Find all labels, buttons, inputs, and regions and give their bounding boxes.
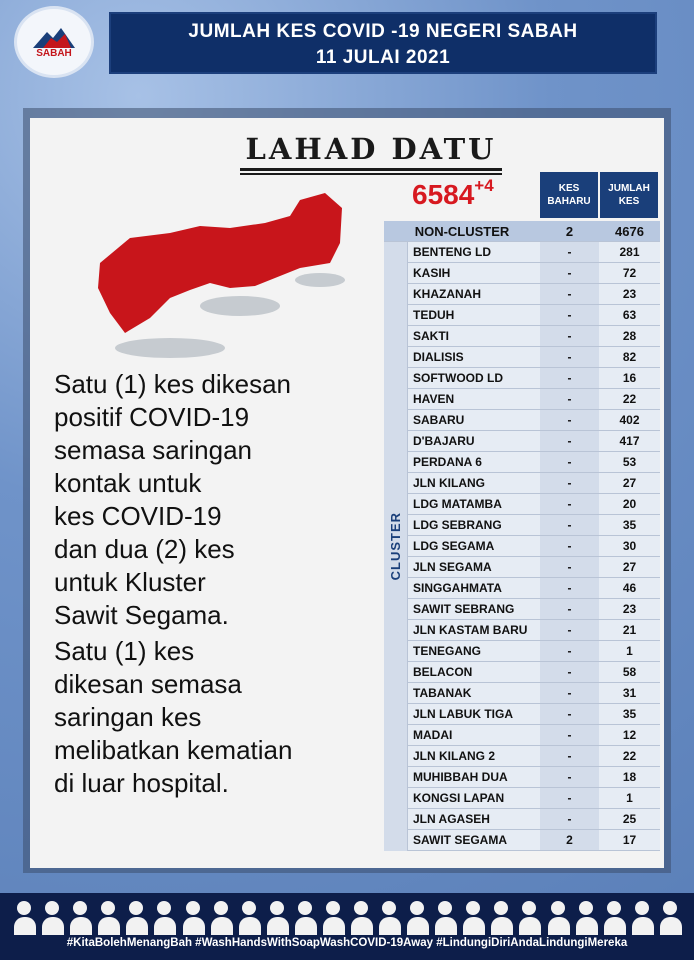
total-cases xyxy=(412,176,494,211)
person-icon xyxy=(70,901,90,935)
desc-line: dikesan semasa xyxy=(54,669,242,699)
row-kes-baharu: - xyxy=(540,725,599,745)
row-jumlah-kes: 12 xyxy=(599,725,660,745)
desc-line: saringan kes xyxy=(54,702,202,732)
row-name: SAWIT SEBRANG xyxy=(408,599,540,619)
table-row xyxy=(408,536,660,557)
row-jumlah-kes: 58 xyxy=(599,662,660,682)
row-name: JLN SEGAMA xyxy=(408,557,540,577)
person-icon xyxy=(491,901,511,935)
row-kes-baharu: - xyxy=(540,599,599,619)
desc-line: melibatkan kematian xyxy=(54,735,293,765)
person-icon xyxy=(154,901,174,935)
person-icon xyxy=(660,901,680,935)
row-name: JLN KASTAM BARU xyxy=(408,620,540,640)
row-kes-baharu: - xyxy=(540,704,599,724)
table-row xyxy=(408,704,660,725)
row-kes-baharu: - xyxy=(540,473,599,493)
row-name: BELACON xyxy=(408,662,540,682)
row-name: SABARU xyxy=(408,410,540,430)
row-kes-baharu: 2 xyxy=(540,830,599,850)
person-icon xyxy=(126,901,146,935)
person-icon xyxy=(351,901,371,935)
row-jumlah-kes: 31 xyxy=(599,683,660,703)
desc-line: Satu (1) kes xyxy=(54,636,195,666)
cluster-label-text: CLUSTER xyxy=(388,512,403,581)
person-icon xyxy=(548,901,568,935)
table-row xyxy=(408,305,660,326)
row-jumlah-kes: 46 xyxy=(599,578,660,598)
row-name: TABANAK xyxy=(408,683,540,703)
row-kes-baharu: - xyxy=(540,242,599,262)
row-kes-baharu: 2 xyxy=(540,221,599,241)
row-name: MADAI xyxy=(408,725,540,745)
row-jumlah-kes: 20 xyxy=(599,494,660,514)
row-name: D'BAJARU xyxy=(408,431,540,451)
row-kes-baharu: - xyxy=(540,746,599,766)
row-jumlah-kes: 27 xyxy=(599,557,660,577)
row-kes-baharu: - xyxy=(540,452,599,472)
table-row xyxy=(408,452,660,473)
person-icon xyxy=(632,901,652,935)
person-icon xyxy=(576,901,596,935)
row-jumlah-kes: 417 xyxy=(599,431,660,451)
person-icon xyxy=(463,901,483,935)
row-jumlah-kes: 4676 xyxy=(599,221,660,241)
row-jumlah-kes: 27 xyxy=(599,473,660,493)
row-kes-baharu: - xyxy=(540,557,599,577)
table-row xyxy=(408,578,660,599)
row-jumlah-kes: 22 xyxy=(599,746,660,766)
person-icon xyxy=(379,901,399,935)
column-header-text: JUMLAH xyxy=(608,183,650,194)
row-jumlah-kes: 30 xyxy=(599,536,660,556)
table-row xyxy=(408,326,660,347)
table-row xyxy=(408,410,660,431)
person-icon xyxy=(295,901,315,935)
row-kes-baharu: - xyxy=(540,767,599,787)
footer-banner xyxy=(0,893,694,960)
table-row xyxy=(408,767,660,788)
row-name: KHAZANAH xyxy=(408,284,540,304)
person-icon xyxy=(323,901,343,935)
row-jumlah-kes: 22 xyxy=(599,389,660,409)
table-row xyxy=(408,368,660,389)
table-row xyxy=(408,788,660,809)
description-paragraph-2 xyxy=(54,635,394,800)
row-name: KASIH xyxy=(408,263,540,283)
row-jumlah-kes: 72 xyxy=(599,263,660,283)
row-kes-baharu: - xyxy=(540,494,599,514)
table-row xyxy=(408,830,660,851)
table-row xyxy=(408,431,660,452)
row-kes-baharu: - xyxy=(540,536,599,556)
row-jumlah-kes: 35 xyxy=(599,515,660,535)
row-name: JLN KILANG 2 xyxy=(408,746,540,766)
row-jumlah-kes: 18 xyxy=(599,767,660,787)
description-paragraph-1 xyxy=(54,368,394,632)
row-name: TEDUH xyxy=(408,305,540,325)
row-name: NON-CLUSTER xyxy=(384,221,540,241)
table-row xyxy=(408,683,660,704)
row-jumlah-kes: 23 xyxy=(599,599,660,619)
column-header-text: KES xyxy=(558,183,580,194)
row-name: BENTENG LD xyxy=(408,242,540,262)
desc-line: kes COVID-19 xyxy=(54,501,222,531)
person-icon xyxy=(211,901,231,935)
row-kes-baharu: - xyxy=(540,263,599,283)
total-new: +4 xyxy=(474,176,494,195)
desc-line: dan dua (2) kes xyxy=(54,534,235,564)
person-icon xyxy=(183,901,203,935)
desc-line: Satu (1) kes dikesan xyxy=(54,369,292,399)
row-kes-baharu: - xyxy=(540,683,599,703)
row-name: HAVEN xyxy=(408,389,540,409)
row-jumlah-kes: 53 xyxy=(599,452,660,472)
row-name: TENEGANG xyxy=(408,641,540,661)
table-row xyxy=(408,389,660,410)
total-value: 6584 xyxy=(412,179,475,210)
row-name: MUHIBBAH DUA xyxy=(408,767,540,787)
row-name: SAKTI xyxy=(408,326,540,346)
row-jumlah-kes: 281 xyxy=(599,242,660,262)
row-jumlah-kes: 63 xyxy=(599,305,660,325)
district-map xyxy=(90,188,350,368)
mountain-icon xyxy=(31,26,77,50)
footer-hashtags: #KitaBolehMenangBah #WashHandsWithSoapWashCOVID-19Away #LindungiDiriAndaLindungiMereka xyxy=(66,937,628,949)
row-name: PERDANA 6 xyxy=(408,452,540,472)
row-kes-baharu: - xyxy=(540,578,599,598)
row-jumlah-kes: 21 xyxy=(599,620,660,640)
main-panel xyxy=(30,118,664,868)
person-icon xyxy=(98,901,118,935)
row-name: JLN KILANG xyxy=(408,473,540,493)
row-name: LDG MATAMBA xyxy=(408,494,540,514)
row-name: LDG SEBRANG xyxy=(408,515,540,535)
table-row xyxy=(408,620,660,641)
row-kes-baharu: - xyxy=(540,620,599,640)
row-jumlah-kes: 23 xyxy=(599,284,660,304)
logo-text: SABAH xyxy=(36,47,72,59)
row-name: SOFTWOOD LD xyxy=(408,368,540,388)
column-header-text: BAHARU xyxy=(547,196,591,207)
table-row xyxy=(408,263,660,284)
desc-line: positif COVID-19 xyxy=(54,402,250,432)
header-date: 11 JULAI 2021 xyxy=(315,47,451,68)
row-kes-baharu: - xyxy=(540,662,599,682)
row-kes-baharu: - xyxy=(540,326,599,346)
person-icon xyxy=(435,901,455,935)
row-jumlah-kes: 1 xyxy=(599,641,660,661)
row-kes-baharu: - xyxy=(540,389,599,409)
person-icon xyxy=(267,901,287,935)
table-row xyxy=(408,557,660,578)
row-jumlah-kes: 16 xyxy=(599,368,660,388)
table-row xyxy=(408,242,660,263)
table-row xyxy=(408,473,660,494)
row-jumlah-kes: 35 xyxy=(599,704,660,724)
table-row xyxy=(408,284,660,305)
row-name: JLN LABUK TIGA xyxy=(408,704,540,724)
row-jumlah-kes: 1 xyxy=(599,788,660,808)
person-icon xyxy=(407,901,427,935)
row-name: DIALISIS xyxy=(408,347,540,367)
person-icon xyxy=(42,901,62,935)
frontliners-strip xyxy=(10,897,684,935)
column-header-text: KES xyxy=(618,196,640,207)
person-icon xyxy=(519,901,539,935)
person-icon xyxy=(239,901,259,935)
row-name: SAWIT SEGAMA xyxy=(408,830,540,850)
row-kes-baharu: - xyxy=(540,641,599,661)
table-row xyxy=(408,725,660,746)
row-name: KONGSI LAPAN xyxy=(408,788,540,808)
row-kes-baharu: - xyxy=(540,347,599,367)
column-header-jumlah-kes xyxy=(600,172,658,218)
row-kes-baharu: - xyxy=(540,410,599,430)
row-kes-baharu: - xyxy=(540,368,599,388)
cluster-section xyxy=(384,242,660,851)
cases-table xyxy=(384,221,660,851)
table-row xyxy=(408,515,660,536)
desc-line: semasa saringan xyxy=(54,435,252,465)
table-row-non-cluster xyxy=(384,221,660,242)
row-name: SINGGAHMATA xyxy=(408,578,540,598)
table-row xyxy=(408,641,660,662)
row-jumlah-kes: 25 xyxy=(599,809,660,829)
cluster-label xyxy=(384,242,408,851)
page-header xyxy=(109,12,657,74)
person-icon xyxy=(14,901,34,935)
table-row xyxy=(408,662,660,683)
person-icon xyxy=(604,901,624,935)
row-name: JLN AGASEH xyxy=(408,809,540,829)
row-jumlah-kes: 17 xyxy=(599,830,660,850)
row-kes-baharu: - xyxy=(540,431,599,451)
table-row xyxy=(408,746,660,767)
description xyxy=(54,368,394,803)
district-title: LAHAD DATU xyxy=(240,132,502,171)
table-row xyxy=(408,599,660,620)
row-jumlah-kes: 82 xyxy=(599,347,660,367)
row-kes-baharu: - xyxy=(540,284,599,304)
table-row xyxy=(408,347,660,368)
desc-line: kontak untuk xyxy=(54,468,202,498)
row-kes-baharu: - xyxy=(540,515,599,535)
row-jumlah-kes: 402 xyxy=(599,410,660,430)
header-title: JUMLAH KES COVID -19 NEGERI SABAH xyxy=(188,21,578,42)
row-kes-baharu: - xyxy=(540,788,599,808)
table-row xyxy=(408,809,660,830)
row-kes-baharu: - xyxy=(540,809,599,829)
table-row xyxy=(408,494,660,515)
desc-line: Sawit Segama. xyxy=(54,600,229,630)
row-name: LDG SEGAMA xyxy=(408,536,540,556)
row-kes-baharu: - xyxy=(540,305,599,325)
column-header-kes-baharu xyxy=(540,172,598,218)
sabah-logo xyxy=(14,6,94,78)
desc-line: di luar hospital. xyxy=(54,768,229,798)
row-jumlah-kes: 28 xyxy=(599,326,660,346)
cluster-rows xyxy=(408,242,660,851)
desc-line: untuk Kluster xyxy=(54,567,206,597)
